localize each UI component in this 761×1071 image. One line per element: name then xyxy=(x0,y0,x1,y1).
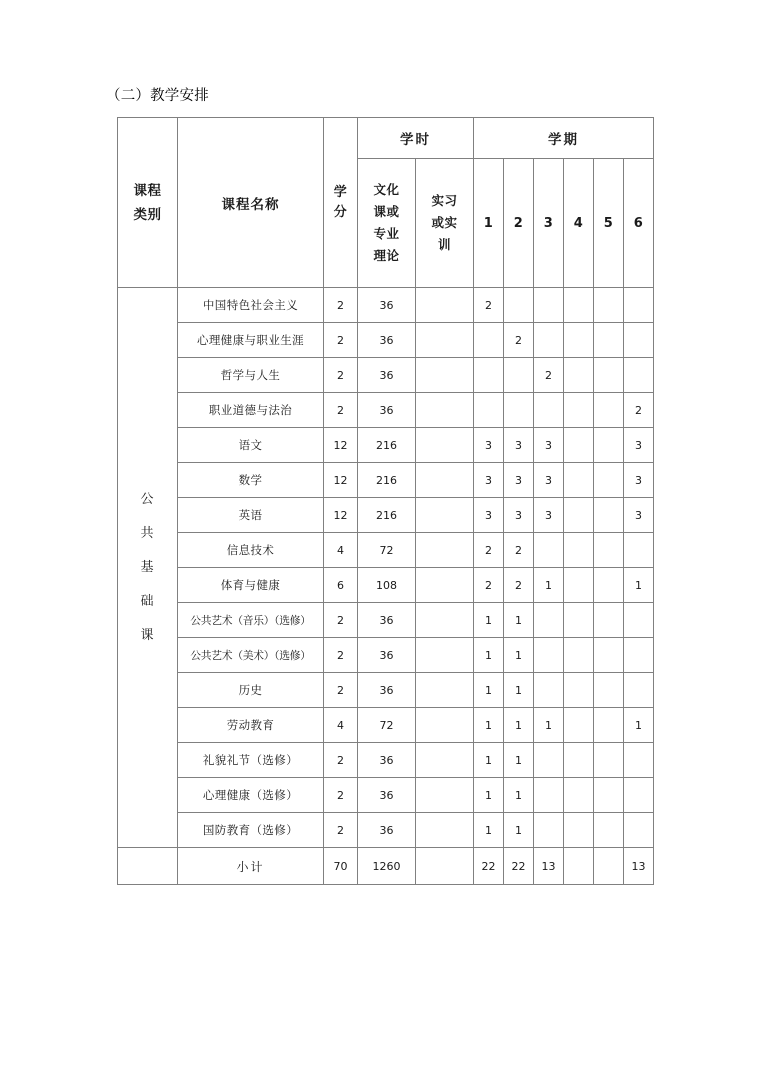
course-semester-4-cell xyxy=(564,778,594,813)
course-theory-hours-cell: 36 xyxy=(358,743,416,778)
header-semester-3: 3 xyxy=(534,159,564,288)
header-course-name: 课程名称 xyxy=(178,118,324,288)
subtotal-credit-cell: 70 xyxy=(324,848,358,885)
course-name-cell: 信息技术 xyxy=(178,533,324,568)
header-credit xyxy=(324,118,358,288)
course-theory-hours-cell: 36 xyxy=(358,638,416,673)
header-hours-theory xyxy=(358,159,416,288)
course-semester-1-cell: 1 xyxy=(474,603,504,638)
course-semester-1-cell xyxy=(474,358,504,393)
course-semester-4-cell xyxy=(564,673,594,708)
course-semester-1-cell: 1 xyxy=(474,743,504,778)
subtotal-practice-hours-cell xyxy=(416,848,474,885)
course-practice-hours-cell xyxy=(416,603,474,638)
subtotal-semester-6-cell: 13 xyxy=(624,848,654,885)
course-semester-3-cell xyxy=(534,743,564,778)
course-semester-4-cell xyxy=(564,358,594,393)
course-name-cell: 职业道德与法治 xyxy=(178,393,324,428)
course-semester-3-cell: 3 xyxy=(534,428,564,463)
course-credit-cell: 2 xyxy=(324,813,358,848)
header-semester-6: 6 xyxy=(624,159,654,288)
course-practice-hours-cell xyxy=(416,463,474,498)
table-row xyxy=(118,778,654,813)
header-category xyxy=(118,118,178,288)
course-name-cell: 公共艺术（音乐）（选修） xyxy=(178,603,324,638)
course-semester-2-cell: 2 xyxy=(504,533,534,568)
course-theory-hours-cell: 36 xyxy=(358,673,416,708)
course-theory-hours-cell: 72 xyxy=(358,533,416,568)
table-row xyxy=(118,603,654,638)
course-semester-2-cell: 1 xyxy=(504,638,534,673)
course-semester-1-cell: 3 xyxy=(474,498,504,533)
course-credit-cell: 4 xyxy=(324,708,358,743)
course-semester-2-cell: 2 xyxy=(504,323,534,358)
course-semester-5-cell xyxy=(594,568,624,603)
course-credit-cell: 2 xyxy=(324,603,358,638)
course-semester-4-cell xyxy=(564,463,594,498)
course-theory-hours-cell: 108 xyxy=(358,568,416,603)
category-label-public-basic-courses xyxy=(118,288,178,848)
course-semester-6-cell xyxy=(624,813,654,848)
course-semester-3-cell xyxy=(534,813,564,848)
course-credit-cell: 12 xyxy=(324,463,358,498)
course-theory-hours-cell: 36 xyxy=(358,778,416,813)
subtotal-semester-5-cell xyxy=(594,848,624,885)
header-credit-line2: 分 xyxy=(333,204,348,220)
course-theory-hours-cell: 36 xyxy=(358,393,416,428)
course-name-cell: 礼貌礼节（选修） xyxy=(178,743,324,778)
course-semester-1-cell xyxy=(474,323,504,358)
course-semester-4-cell xyxy=(564,533,594,568)
course-semester-6-cell xyxy=(624,533,654,568)
course-name-cell: 公共艺术（美术）（选修） xyxy=(178,638,324,673)
course-theory-hours-cell: 216 xyxy=(358,498,416,533)
course-semester-6-cell: 1 xyxy=(624,568,654,603)
course-semester-6-cell xyxy=(624,743,654,778)
table-row xyxy=(118,638,654,673)
course-practice-hours-cell xyxy=(416,638,474,673)
course-practice-hours-cell xyxy=(416,288,474,323)
course-semester-6-cell xyxy=(624,288,654,323)
table-row xyxy=(118,568,654,603)
course-semester-2-cell xyxy=(504,358,534,393)
course-credit-cell: 2 xyxy=(324,743,358,778)
course-semester-6-cell: 2 xyxy=(624,393,654,428)
category-label-char: 础 xyxy=(140,593,155,609)
course-credit-cell: 12 xyxy=(324,428,358,463)
table-row xyxy=(118,288,654,323)
course-semester-5-cell xyxy=(594,813,624,848)
course-semester-2-cell xyxy=(504,288,534,323)
subtotal-semester-1-cell: 22 xyxy=(474,848,504,885)
header-hours-theory-line4: 理论 xyxy=(373,248,400,263)
course-semester-5-cell xyxy=(594,778,624,813)
course-semester-1-cell: 1 xyxy=(474,708,504,743)
course-semester-5-cell xyxy=(594,708,624,743)
table-subtotal-row xyxy=(118,848,654,885)
table-row xyxy=(118,813,654,848)
course-semester-6-cell xyxy=(624,778,654,813)
course-semester-2-cell: 3 xyxy=(504,428,534,463)
course-practice-hours-cell xyxy=(416,743,474,778)
course-name-cell: 英语 xyxy=(178,498,324,533)
course-semester-2-cell: 1 xyxy=(504,813,534,848)
header-category-line2: 类别 xyxy=(133,206,162,223)
course-credit-cell: 2 xyxy=(324,638,358,673)
table-row xyxy=(118,533,654,568)
course-semester-3-cell: 2 xyxy=(534,358,564,393)
course-semester-2-cell: 1 xyxy=(504,708,534,743)
course-semester-6-cell xyxy=(624,638,654,673)
header-hours-practice xyxy=(416,159,474,288)
subtotal-theory-hours-cell: 1260 xyxy=(358,848,416,885)
course-semester-6-cell: 1 xyxy=(624,708,654,743)
subtotal-semester-4-cell xyxy=(564,848,594,885)
category-label-char: 基 xyxy=(140,559,155,575)
category-label-char: 共 xyxy=(140,525,155,541)
course-practice-hours-cell xyxy=(416,673,474,708)
header-hours-theory-line3: 专业 xyxy=(373,226,400,241)
header-semester-4: 4 xyxy=(564,159,594,288)
header-hours-group: 学时 xyxy=(358,118,474,159)
course-semester-1-cell: 1 xyxy=(474,813,504,848)
course-semester-6-cell: 3 xyxy=(624,428,654,463)
header-semester-group: 学期 xyxy=(474,118,654,159)
table-row xyxy=(118,393,654,428)
course-name-cell: 数学 xyxy=(178,463,324,498)
course-semester-1-cell xyxy=(474,393,504,428)
course-semester-4-cell xyxy=(564,603,594,638)
subtotal-category-cell xyxy=(118,848,178,885)
course-credit-cell: 2 xyxy=(324,323,358,358)
table-row xyxy=(118,323,654,358)
subtotal-label-cell: 小计 xyxy=(178,848,324,885)
header-hours-practice-line1: 实习 xyxy=(431,193,458,208)
category-label-char: 公 xyxy=(140,491,155,507)
table-row xyxy=(118,358,654,393)
course-semester-2-cell: 1 xyxy=(504,743,534,778)
course-theory-hours-cell: 216 xyxy=(358,463,416,498)
course-semester-5-cell xyxy=(594,533,624,568)
header-semester-2: 2 xyxy=(504,159,534,288)
table-row xyxy=(118,743,654,778)
course-credit-cell: 6 xyxy=(324,568,358,603)
course-practice-hours-cell xyxy=(416,813,474,848)
course-practice-hours-cell xyxy=(416,708,474,743)
course-theory-hours-cell: 72 xyxy=(358,708,416,743)
course-name-cell: 哲学与人生 xyxy=(178,358,324,393)
course-name-cell: 体育与健康 xyxy=(178,568,324,603)
course-semester-3-cell xyxy=(534,533,564,568)
course-name-cell: 心理健康（选修） xyxy=(178,778,324,813)
course-practice-hours-cell xyxy=(416,358,474,393)
course-semester-1-cell: 3 xyxy=(474,463,504,498)
course-semester-4-cell xyxy=(564,323,594,358)
course-semester-3-cell xyxy=(534,603,564,638)
course-semester-5-cell xyxy=(594,463,624,498)
course-practice-hours-cell xyxy=(416,498,474,533)
course-theory-hours-cell: 36 xyxy=(358,358,416,393)
header-hours-practice-line3: 训 xyxy=(437,237,451,252)
course-semester-6-cell xyxy=(624,358,654,393)
course-semester-2-cell: 3 xyxy=(504,498,534,533)
course-practice-hours-cell xyxy=(416,393,474,428)
course-semester-4-cell xyxy=(564,568,594,603)
course-name-cell: 国防教育（选修） xyxy=(178,813,324,848)
course-semester-2-cell: 1 xyxy=(504,603,534,638)
course-name-cell: 心理健康与职业生涯 xyxy=(178,323,324,358)
course-semester-3-cell xyxy=(534,638,564,673)
course-semester-3-cell xyxy=(534,778,564,813)
course-semester-4-cell xyxy=(564,498,594,533)
course-semester-6-cell: 3 xyxy=(624,498,654,533)
course-practice-hours-cell xyxy=(416,568,474,603)
header-semester-5: 5 xyxy=(594,159,624,288)
course-credit-cell: 2 xyxy=(324,393,358,428)
course-semester-6-cell xyxy=(624,673,654,708)
course-semester-3-cell xyxy=(534,323,564,358)
course-semester-3-cell: 3 xyxy=(534,498,564,533)
course-semester-3-cell: 1 xyxy=(534,568,564,603)
course-semester-5-cell xyxy=(594,323,624,358)
course-name-cell: 中国特色社会主义 xyxy=(178,288,324,323)
table-row xyxy=(118,428,654,463)
header-credit-line1: 学 xyxy=(333,184,348,200)
course-semester-2-cell: 1 xyxy=(504,673,534,708)
course-credit-cell: 2 xyxy=(324,778,358,813)
header-hours-practice-line2: 或实 xyxy=(431,215,458,230)
category-label-char: 课 xyxy=(140,627,155,643)
course-semester-5-cell xyxy=(594,498,624,533)
course-practice-hours-cell xyxy=(416,778,474,813)
course-semester-5-cell xyxy=(594,428,624,463)
course-theory-hours-cell: 216 xyxy=(358,428,416,463)
course-semester-5-cell xyxy=(594,673,624,708)
subtotal-semester-2-cell: 22 xyxy=(504,848,534,885)
course-semester-3-cell xyxy=(534,673,564,708)
section-heading: （二）教学安排 xyxy=(106,88,209,104)
table-row xyxy=(118,708,654,743)
course-semester-5-cell xyxy=(594,743,624,778)
course-semester-2-cell: 3 xyxy=(504,463,534,498)
course-semester-4-cell xyxy=(564,638,594,673)
course-semester-4-cell xyxy=(564,813,594,848)
course-semester-5-cell xyxy=(594,358,624,393)
course-semester-5-cell xyxy=(594,288,624,323)
course-semester-4-cell xyxy=(564,743,594,778)
course-practice-hours-cell xyxy=(416,533,474,568)
course-theory-hours-cell: 36 xyxy=(358,813,416,848)
course-semester-3-cell: 3 xyxy=(534,463,564,498)
course-semester-1-cell: 2 xyxy=(474,568,504,603)
header-category-line1: 课程 xyxy=(133,182,162,199)
teaching-schedule-table-wrapper xyxy=(117,117,654,885)
course-semester-5-cell xyxy=(594,393,624,428)
course-semester-1-cell: 2 xyxy=(474,533,504,568)
course-credit-cell: 2 xyxy=(324,288,358,323)
course-semester-3-cell xyxy=(534,393,564,428)
table-row xyxy=(118,498,654,533)
course-semester-6-cell xyxy=(624,603,654,638)
course-name-cell: 语文 xyxy=(178,428,324,463)
subtotal-semester-3-cell: 13 xyxy=(534,848,564,885)
course-name-cell: 劳动教育 xyxy=(178,708,324,743)
course-semester-4-cell xyxy=(564,288,594,323)
course-semester-5-cell xyxy=(594,603,624,638)
course-theory-hours-cell: 36 xyxy=(358,603,416,638)
course-credit-cell: 2 xyxy=(324,673,358,708)
header-semester-1: 1 xyxy=(474,159,504,288)
teaching-schedule-table xyxy=(117,117,654,885)
course-practice-hours-cell xyxy=(416,323,474,358)
course-semester-2-cell xyxy=(504,393,534,428)
course-semester-1-cell: 1 xyxy=(474,778,504,813)
course-theory-hours-cell: 36 xyxy=(358,323,416,358)
course-semester-4-cell xyxy=(564,393,594,428)
course-semester-6-cell: 3 xyxy=(624,463,654,498)
course-semester-1-cell: 1 xyxy=(474,673,504,708)
course-name-cell: 历史 xyxy=(178,673,324,708)
course-credit-cell: 12 xyxy=(324,498,358,533)
course-semester-3-cell xyxy=(534,288,564,323)
course-semester-1-cell: 3 xyxy=(474,428,504,463)
table-row xyxy=(118,463,654,498)
table-header-row-top xyxy=(118,118,654,159)
course-credit-cell: 2 xyxy=(324,358,358,393)
course-semester-6-cell xyxy=(624,323,654,358)
course-credit-cell: 4 xyxy=(324,533,358,568)
course-semester-2-cell: 2 xyxy=(504,568,534,603)
header-hours-theory-line2: 课或 xyxy=(373,204,400,219)
course-semester-3-cell: 1 xyxy=(534,708,564,743)
course-semester-1-cell: 2 xyxy=(474,288,504,323)
course-semester-5-cell xyxy=(594,638,624,673)
course-semester-2-cell: 1 xyxy=(504,778,534,813)
header-hours-theory-line1: 文化 xyxy=(373,182,400,197)
course-semester-4-cell xyxy=(564,428,594,463)
course-semester-1-cell: 1 xyxy=(474,638,504,673)
course-semester-4-cell xyxy=(564,708,594,743)
course-theory-hours-cell: 36 xyxy=(358,288,416,323)
table-row xyxy=(118,673,654,708)
course-practice-hours-cell xyxy=(416,428,474,463)
